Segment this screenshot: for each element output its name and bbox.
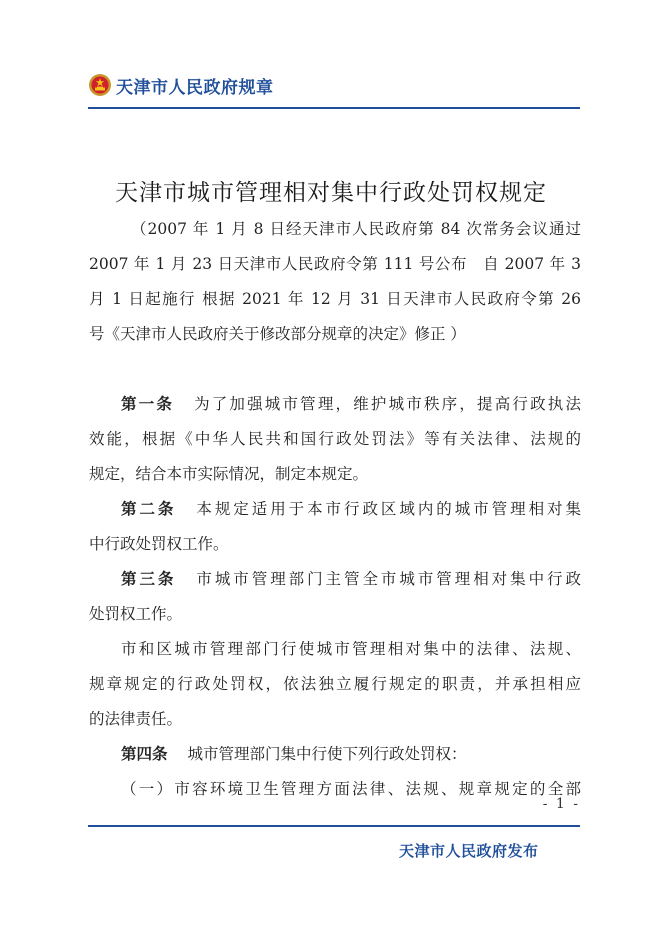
article-3-line <box>89 562 581 597</box>
note-line: 号《天津市人民政府关于修改部分规章的决定》修正 ） <box>89 325 466 343</box>
footer-divider <box>88 825 580 827</box>
article-1-line: 效能，根据《中华人民共和国行政处罚法》等有关法律、法规的 <box>89 430 581 448</box>
article-4-item-1: （一）市容环境卫生管理方面法律、法规、规章规定的全部 <box>121 780 581 798</box>
enactment-note <box>89 212 581 352</box>
article-2-text: 本规定适用于本市行政区域内的城市管理相对集 <box>196 500 581 518</box>
article-4-text: 城市管理部门集中行使下列行政处罚权： <box>187 745 467 763</box>
article-2-line: 中行政处罚权工作。 <box>89 535 229 553</box>
document-title: 天津市城市管理相对集中行政处罚权规定 <box>115 180 547 206</box>
note-line: （2007 年 1 月 8 日经天津市人民政府第 84 次常务会议通过 <box>131 220 581 238</box>
article-1-line <box>89 387 581 422</box>
article-2-heading: 第二条 <box>121 500 177 518</box>
article-4-line <box>89 737 581 772</box>
article-4-heading: 第四条 <box>121 745 168 763</box>
article-3-paragraph-2-line: 市和区城市管理部门行使城市管理相对集中的法律、法规、 <box>121 640 581 658</box>
national-emblem-icon <box>88 73 112 97</box>
article-2-line <box>89 492 581 527</box>
article-3-heading: 第三条 <box>121 570 177 588</box>
header-divider <box>88 107 580 109</box>
article-1-line: 规定，结合本市实际情况，制定本规定。 <box>89 465 369 483</box>
page-number: - 1 - <box>542 796 580 812</box>
article-3-paragraph-2-line: 的法律责任。 <box>89 710 183 728</box>
footer-publisher: 天津市人民政府发布 <box>399 842 539 860</box>
article-3-line: 处罚权工作。 <box>89 605 183 623</box>
article-3-text: 市城市管理部门主管全市城市管理相对集中行政 <box>196 570 581 588</box>
article-3-paragraph-2-line: 规章规定的行政处罚权，依法独立履行规定的职责，并承担相应 <box>89 675 581 693</box>
page-header <box>88 68 274 102</box>
header-title: 天津市人民政府规章 <box>116 77 274 98</box>
note-line: 2007 年 1 月 23 日天津市人民政府令第 111 号公布 自 2007 年 3 <box>89 255 581 273</box>
article-1-heading: 第一条 <box>121 395 175 413</box>
document-body <box>89 387 581 807</box>
note-line: 月 1 日起施行 根据 2021 年 12 月 31 日天津市人民政府令第 26 <box>89 290 581 308</box>
article-1-text: 为了加强城市管理，维护城市秩序，提高行政执法 <box>194 395 581 413</box>
